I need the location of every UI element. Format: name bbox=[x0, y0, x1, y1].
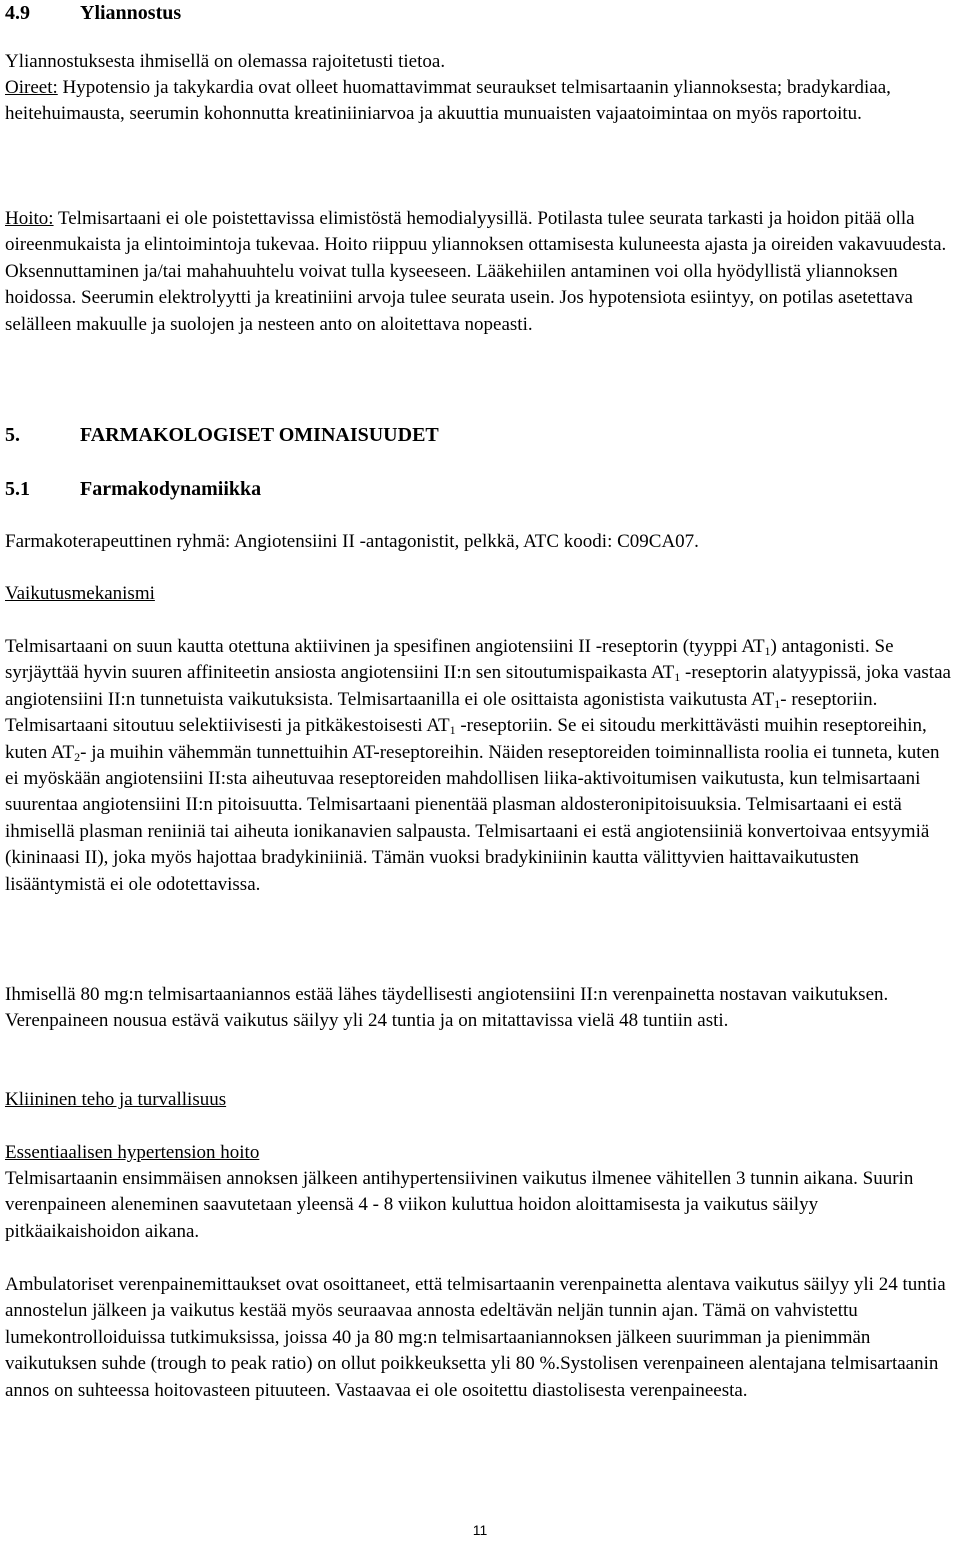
mechanism-heading: Vaikutusmekanismi bbox=[5, 583, 155, 604]
mechanism-text: - ja muihin vähemmän tunnettuihin AT-reseptoreihin. Näiden reseptoreiden toiminnallista roolia ei tunneta, kuten ei myöskään angiotensiini II:sta aiheutuvaa reseptoreiden mahdollisen liika-aktivoitumisen vaikutusta, kun telmisartaani suurentaa angiotensiini II:n pitoisuutta. Telmisartaani pienentää plasman aldosteronipitoisuuksia. Telmisartaani ei estä ihmisellä plasman reniiniä tai aiheuta ionikanavien salpausta. Telmisartaani ei estä angiotensiiniä konvertoivaa entsyymiä (kininaasi II), joka myös hajottaa bradykiniiniä. Tämän vuoksi bradykiniinin kautta välittyvien haittavaikutusten lisääntymistä ei ole odotettavissa. bbox=[5, 741, 940, 895]
mechanism-paragraph bbox=[5, 634, 955, 898]
subscript: 1 bbox=[764, 644, 771, 658]
clinical-heading: Kliininen teho ja turvallisuus bbox=[5, 1089, 227, 1110]
subscript: 1 bbox=[774, 696, 781, 711]
symptoms-paragraph bbox=[5, 75, 955, 128]
overdose-intro: Yliannostuksesta ihmisellä on olemassa rajoitetusti tietoa. bbox=[5, 51, 446, 72]
treatment-label: Hoito: bbox=[5, 208, 54, 229]
section-title: Yliannostus bbox=[80, 2, 182, 24]
hypertension-paragraph: Telmisartaanin ensimmäisen annoksen jälkeen antihypertensiivinen vaikutus ilmenee vähitellen 3 tunnin aikana. Suurin verenpaineen aleneminen saavutetaan yleensä 4 - 8 viikon kuluttua hoidon aloittamisesta ja vaikutus säilyy pitkäaikaishoidon aikana. bbox=[5, 1168, 914, 1242]
pharmacotherapeutic-group: Farmakoterapeuttinen ryhmä: Angiotensiini II -antagonistit, pelkkä, ATC koodi: C09CA07. bbox=[5, 531, 699, 552]
treatment-paragraph bbox=[5, 206, 955, 338]
subscript: 1 bbox=[674, 670, 681, 685]
section-5-heading bbox=[5, 422, 439, 448]
symptoms-text: Hypotensio ja takykardia ovat olleet huomattavimmat seuraukset telmisartaanin yliannoksesta; bradykardiaa, heitehuimausta, seerumin kohonnutta kreatiniiniarvoa ja akuuttia munuaisten vajaatoimintaa on myös raportoitu. bbox=[5, 77, 891, 125]
section-5-1-heading bbox=[5, 476, 261, 502]
section-number: 4.9 bbox=[5, 2, 30, 24]
subscript: 2 bbox=[74, 749, 81, 764]
mechanism-text: Telmisartaani on suun kautta otettuna aktiivinen ja spesifinen angiotensiini II -reseptorin (tyyppi AT bbox=[5, 636, 765, 657]
section-number: 5. bbox=[5, 424, 20, 446]
ambulatory-paragraph: Ambulatoriset verenpainemittaukset ovat osoittaneet, että telmisartaanin verenpainetta alentava vaikutus säilyy yli 24 tuntia annostelun jälkeen ja vaikutus kestää myös seuraavaa annosta edeltävän neljän tunnin ajan. Tämä on vahvistettu lumekontrolloiduissa tutkimuksissa, joissa 40 ja 80 mg:n telmisartaaniannoksen jälkeen suurimman ja pienimmän vaikutuksen suhde (trough to peak ratio) on ollut poikkeuksetta yli 80 %.Systolisen verenpaineen alentajana telmisartaanin annos on suhteessa hoitovasteen pituuteen. Vastaavaa ei ole osoitettu diastolisesta verenpaineesta. bbox=[5, 1274, 946, 1401]
section-title: Farmakodynamiikka bbox=[80, 478, 262, 500]
hypertension-heading: Essentiaalisen hypertension hoito bbox=[5, 1142, 260, 1163]
treatment-text: Telmisartaani ei ole poistettavissa elimistöstä hemodialyysillä. Potilasta tulee seurata tarkasti ja hoidon pitää olla oireenmukaista ja elintoimintoja tukevaa. Hoito riippuu yliannoksen ottamisesta kuluneesta ajasta ja oireiden vakavuudesta. Oksennuttaminen ja/tai mahahuuhtelu voivat tulla kyseeseen. Lääkehiilen antaminen voi olla hyödyllistä yliannoksen hoidossa. Seerumin elektrolyytti ja kreatiniini arvoja tulee seurata usein. Jos hypotensiota esiintyy, on potilas asetettava selälleen makuulle ja suolojen ja nesteen anto on aloitettava nopeasti. bbox=[5, 208, 947, 335]
subscript: 1 bbox=[449, 723, 456, 738]
section-title: FARMAKOLOGISET OMINAISUUDET bbox=[80, 424, 439, 446]
section-number: 5.1 bbox=[5, 478, 30, 500]
page-number: 11 bbox=[472, 1522, 488, 1538]
mechanism-text: - reseptoriin. Telmisartaani sitoutuu selektiivisesti ja pitkäkestoisesti AT bbox=[5, 688, 878, 737]
mechanism-text: -reseptoriin. Se ei sitoudu merkittävästi muihin reseptoreihin, kuten AT bbox=[5, 715, 927, 763]
mechanism-text: -reseptorin alatyypissä, joka vastaa angiotensiini II:n tunnetuista vaikutuksista. Telmisartaanilla ei ole osittaista agonistista vaikutusta AT bbox=[5, 662, 951, 710]
section-4-9-heading bbox=[5, 0, 181, 26]
mechanism-text: ) antagonisti. Se syrjäyttää hyvin suuren affiniteetin ansiosta angiotensiini II:n sen sitoutumispaikasta AT bbox=[5, 636, 894, 684]
symptoms-label: Oireet: bbox=[5, 77, 58, 98]
dose-paragraph: Ihmisellä 80 mg:n telmisartaaniannos estää lähes täydellisesti angiotensiini II:n verenpainetta nostavan vaikutuksen. Verenpaineen nousua estävä vaikutus säilyy yli 24 tuntia ja on mitattavissa vielä 48 tuntiin asti. bbox=[5, 984, 889, 1032]
